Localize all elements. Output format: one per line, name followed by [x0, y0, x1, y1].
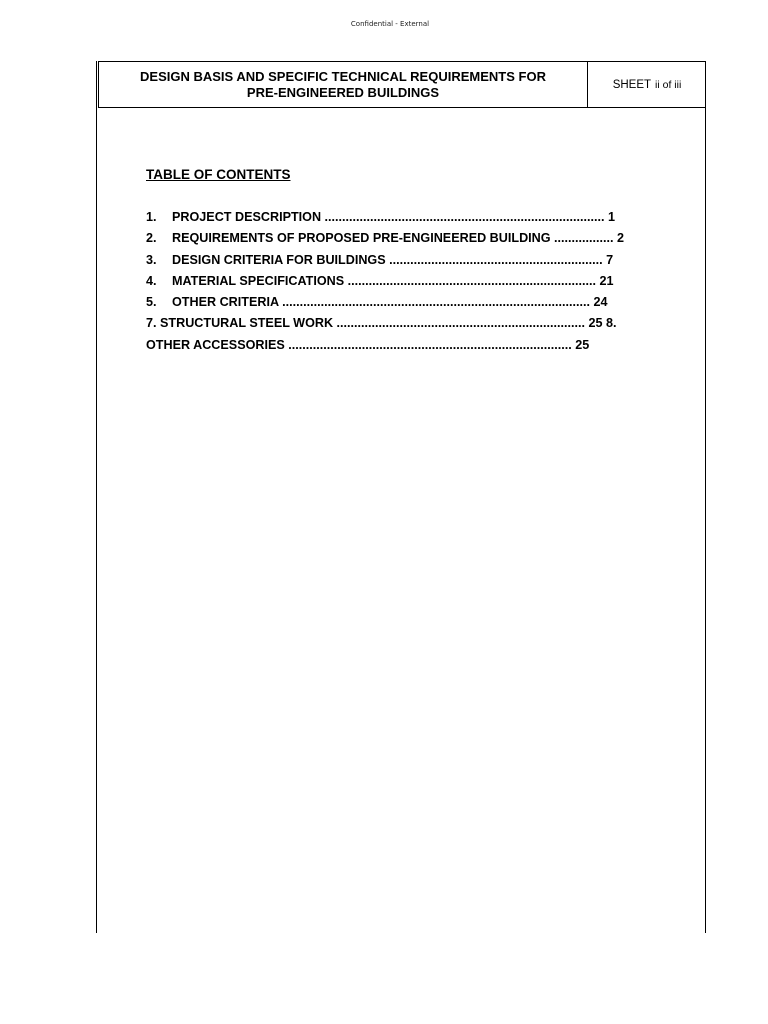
sheet-value: ii of iii: [655, 78, 682, 91]
document-title: [99, 62, 588, 107]
toc-entry-number: 4.: [146, 273, 157, 288]
document-header: [98, 61, 705, 108]
toc-entry-text: DESIGN CRITERIA FOR BUILDINGS ............................................................. 7: [172, 252, 614, 267]
page-frame-left-border: [96, 61, 97, 933]
sheet-label: SHEET: [612, 78, 652, 91]
toc-entry-text: PROJECT DESCRIPTION ................................................................................ 1: [172, 210, 615, 224]
toc-entry-project-description[interactable]: [146, 207, 666, 228]
document-title-line-1: DESIGN BASIS AND SPECIFIC TECHNICAL REQUIREMENTS FOR: [140, 68, 546, 84]
toc-entry-requirements[interactable]: [146, 228, 666, 249]
table-of-contents: [146, 165, 666, 356]
toc-entry-material-specifications[interactable]: [146, 271, 666, 292]
toc-entry-structural-steel-work[interactable]: 7. STRUCTURAL STEEL WORK ....................................................................... 25 8.: [146, 316, 617, 331]
toc-heading: TABLE OF CONTENTS: [146, 167, 291, 182]
sheet-number: [588, 62, 706, 107]
toc-entry-text: REQUIREMENTS OF PROPOSED PRE-ENGINEERED BUILDING ................. 2: [172, 231, 625, 246]
page-frame-right-border: [705, 61, 706, 933]
toc-entry-other-accessories[interactable]: OTHER ACCESSORIES ................................................................................. 25: [146, 337, 590, 352]
toc-entry-text: OTHER CRITERIA ........................................................................................ 24: [172, 295, 608, 310]
toc-entry-number: 2.: [146, 231, 157, 246]
document-title-line-2: PRE-ENGINEERED BUILDINGS: [246, 84, 440, 100]
confidential-label: Confidential - External: [350, 20, 430, 28]
toc-entry-design-criteria[interactable]: [146, 250, 666, 271]
toc-entry-other-criteria[interactable]: [146, 292, 666, 313]
toc-entry-number: 5.: [146, 295, 157, 310]
toc-entry-text: MATERIAL SPECIFICATIONS ....................................................................... 21: [172, 273, 614, 288]
toc-entry-number: 3.: [146, 252, 157, 267]
toc-entry-number: 1.: [146, 210, 157, 224]
